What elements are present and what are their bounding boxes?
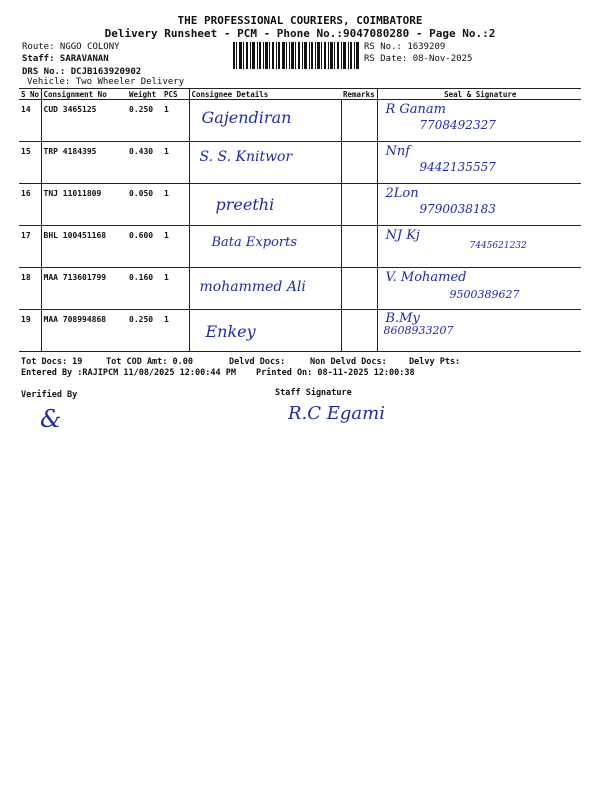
verified-signature: & [40,405,62,433]
row-remarks [341,310,377,352]
col-header-seal-signature: Seal & Signature [377,89,581,100]
barcode-icon [233,42,359,69]
row-pcs: 1 [162,184,189,226]
runsheet-subtitle: Delivery Runsheet - PCM - Phone No.:9047080280 - Page No.:2 [104,27,496,40]
row-remarks [341,142,377,184]
staff-signature-handwriting: R.C Egami [288,403,385,424]
table-row [19,310,581,352]
delivered-docs: Delvd Docs: [229,357,286,367]
signature-handwriting: NJ Kj 7445621232 [385,228,527,251]
runsheet-table [19,88,581,352]
row-consignee-cell [189,100,341,142]
consignee-handwriting: Enkey [205,322,256,341]
row-remarks [341,226,377,268]
signature-handwriting: Nnf 9442135557 [385,144,496,174]
company-title: THE PROFESSIONAL COURIERS, COIMBATORE [177,14,423,27]
row-signature-cell [377,268,581,310]
row-signature-cell [377,142,581,184]
staff-signature-label: Staff Signature [275,388,352,398]
row-pcs: 1 [162,142,189,184]
total-docs: Tot Docs: 19 [21,357,83,367]
col-header-remarks: Remarks [341,89,377,100]
row-consignment-no: MAA 713601799 [41,268,127,310]
row-remarks [341,100,377,142]
row-sno: 18 [19,268,41,310]
consignee-handwriting: mohammed Ali [199,279,306,295]
col-header-pcs: PCS [162,89,189,100]
signature-handwriting: V. Mohamed 9500389627 [385,270,520,301]
consignee-handwriting: Bata Exports [211,235,297,250]
col-header-weight: Weight [127,89,162,100]
row-consignee-cell [189,268,341,310]
row-consignment-no: TNJ 11011809 [41,184,127,226]
row-weight: 0.430 [127,142,162,184]
row-signature-cell [377,310,581,352]
row-pcs: 1 [162,310,189,352]
table-row [19,226,581,268]
row-consignment-no: CUD 3465125 [41,100,127,142]
table-row [19,268,581,310]
row-sno: 19 [19,310,41,352]
row-remarks [341,184,377,226]
row-sno: 16 [19,184,41,226]
signature-handwriting: 2Lon 9790038183 [385,186,496,216]
row-consignee-cell [189,184,341,226]
table-row [19,142,581,184]
row-weight: 0.050 [127,184,162,226]
staff-label: Staff: SARAVANAN [22,54,109,64]
entered-by: Entered By :RAJIPCM 11/08/2025 12:00:44 PM [21,368,236,378]
consignee-handwriting: Gajendiran [201,108,292,127]
drs-label: DRS No.: DCJB163920902 [22,67,142,77]
consignee-handwriting: S. S. Knitwor [199,149,293,165]
non-delivered-docs: Non Delvd Docs: [310,357,387,367]
row-sno: 14 [19,100,41,142]
row-weight: 0.250 [127,310,162,352]
row-pcs: 1 [162,100,189,142]
vehicle-label: Vehicle: Two Wheeler Delivery [27,77,185,87]
row-weight: 0.600 [127,226,162,268]
row-weight: 0.160 [127,268,162,310]
rs-date: RS Date: 08-Nov-2025 [364,54,473,64]
row-consignment-no: TRP 4184395 [41,142,127,184]
row-weight: 0.250 [127,100,162,142]
signature-handwriting: B.My 8608933207 [383,311,454,337]
table-row [19,184,581,226]
row-pcs: 1 [162,226,189,268]
row-consignment-no: MAA 708994868 [41,310,127,352]
rs-number: RS No.: 1639209 [364,42,446,52]
printed-on: Printed On: 08-11-2025 12:00:38 [256,368,415,378]
delivery-points: Delvy Pts: [409,357,461,367]
table-row [19,100,581,142]
row-consignee-cell [189,226,341,268]
row-sno: 17 [19,226,41,268]
row-remarks [341,268,377,310]
col-header-sno: S No [21,89,40,99]
route-label: Route: NGGO COLONY [22,42,120,52]
total-cod-amount: Tot COD Amt: 0.00 [106,357,193,367]
table-header-row [19,89,581,100]
row-signature-cell [377,184,581,226]
row-consignee-cell [189,142,341,184]
row-signature-cell [377,226,581,268]
consignee-handwriting: preethi [215,195,275,214]
signature-handwriting: R Ganam 7708492327 [385,102,496,132]
col-header-consignment: Consignment No [41,89,127,100]
col-header-consignee: Consignee Details [189,89,341,100]
row-consignee-cell [189,310,341,352]
verified-by-label: Verified By [21,390,78,400]
row-sno: 15 [19,142,41,184]
row-consignment-no: BHL 100451168 [41,226,127,268]
row-signature-cell [377,100,581,142]
row-pcs: 1 [162,268,189,310]
